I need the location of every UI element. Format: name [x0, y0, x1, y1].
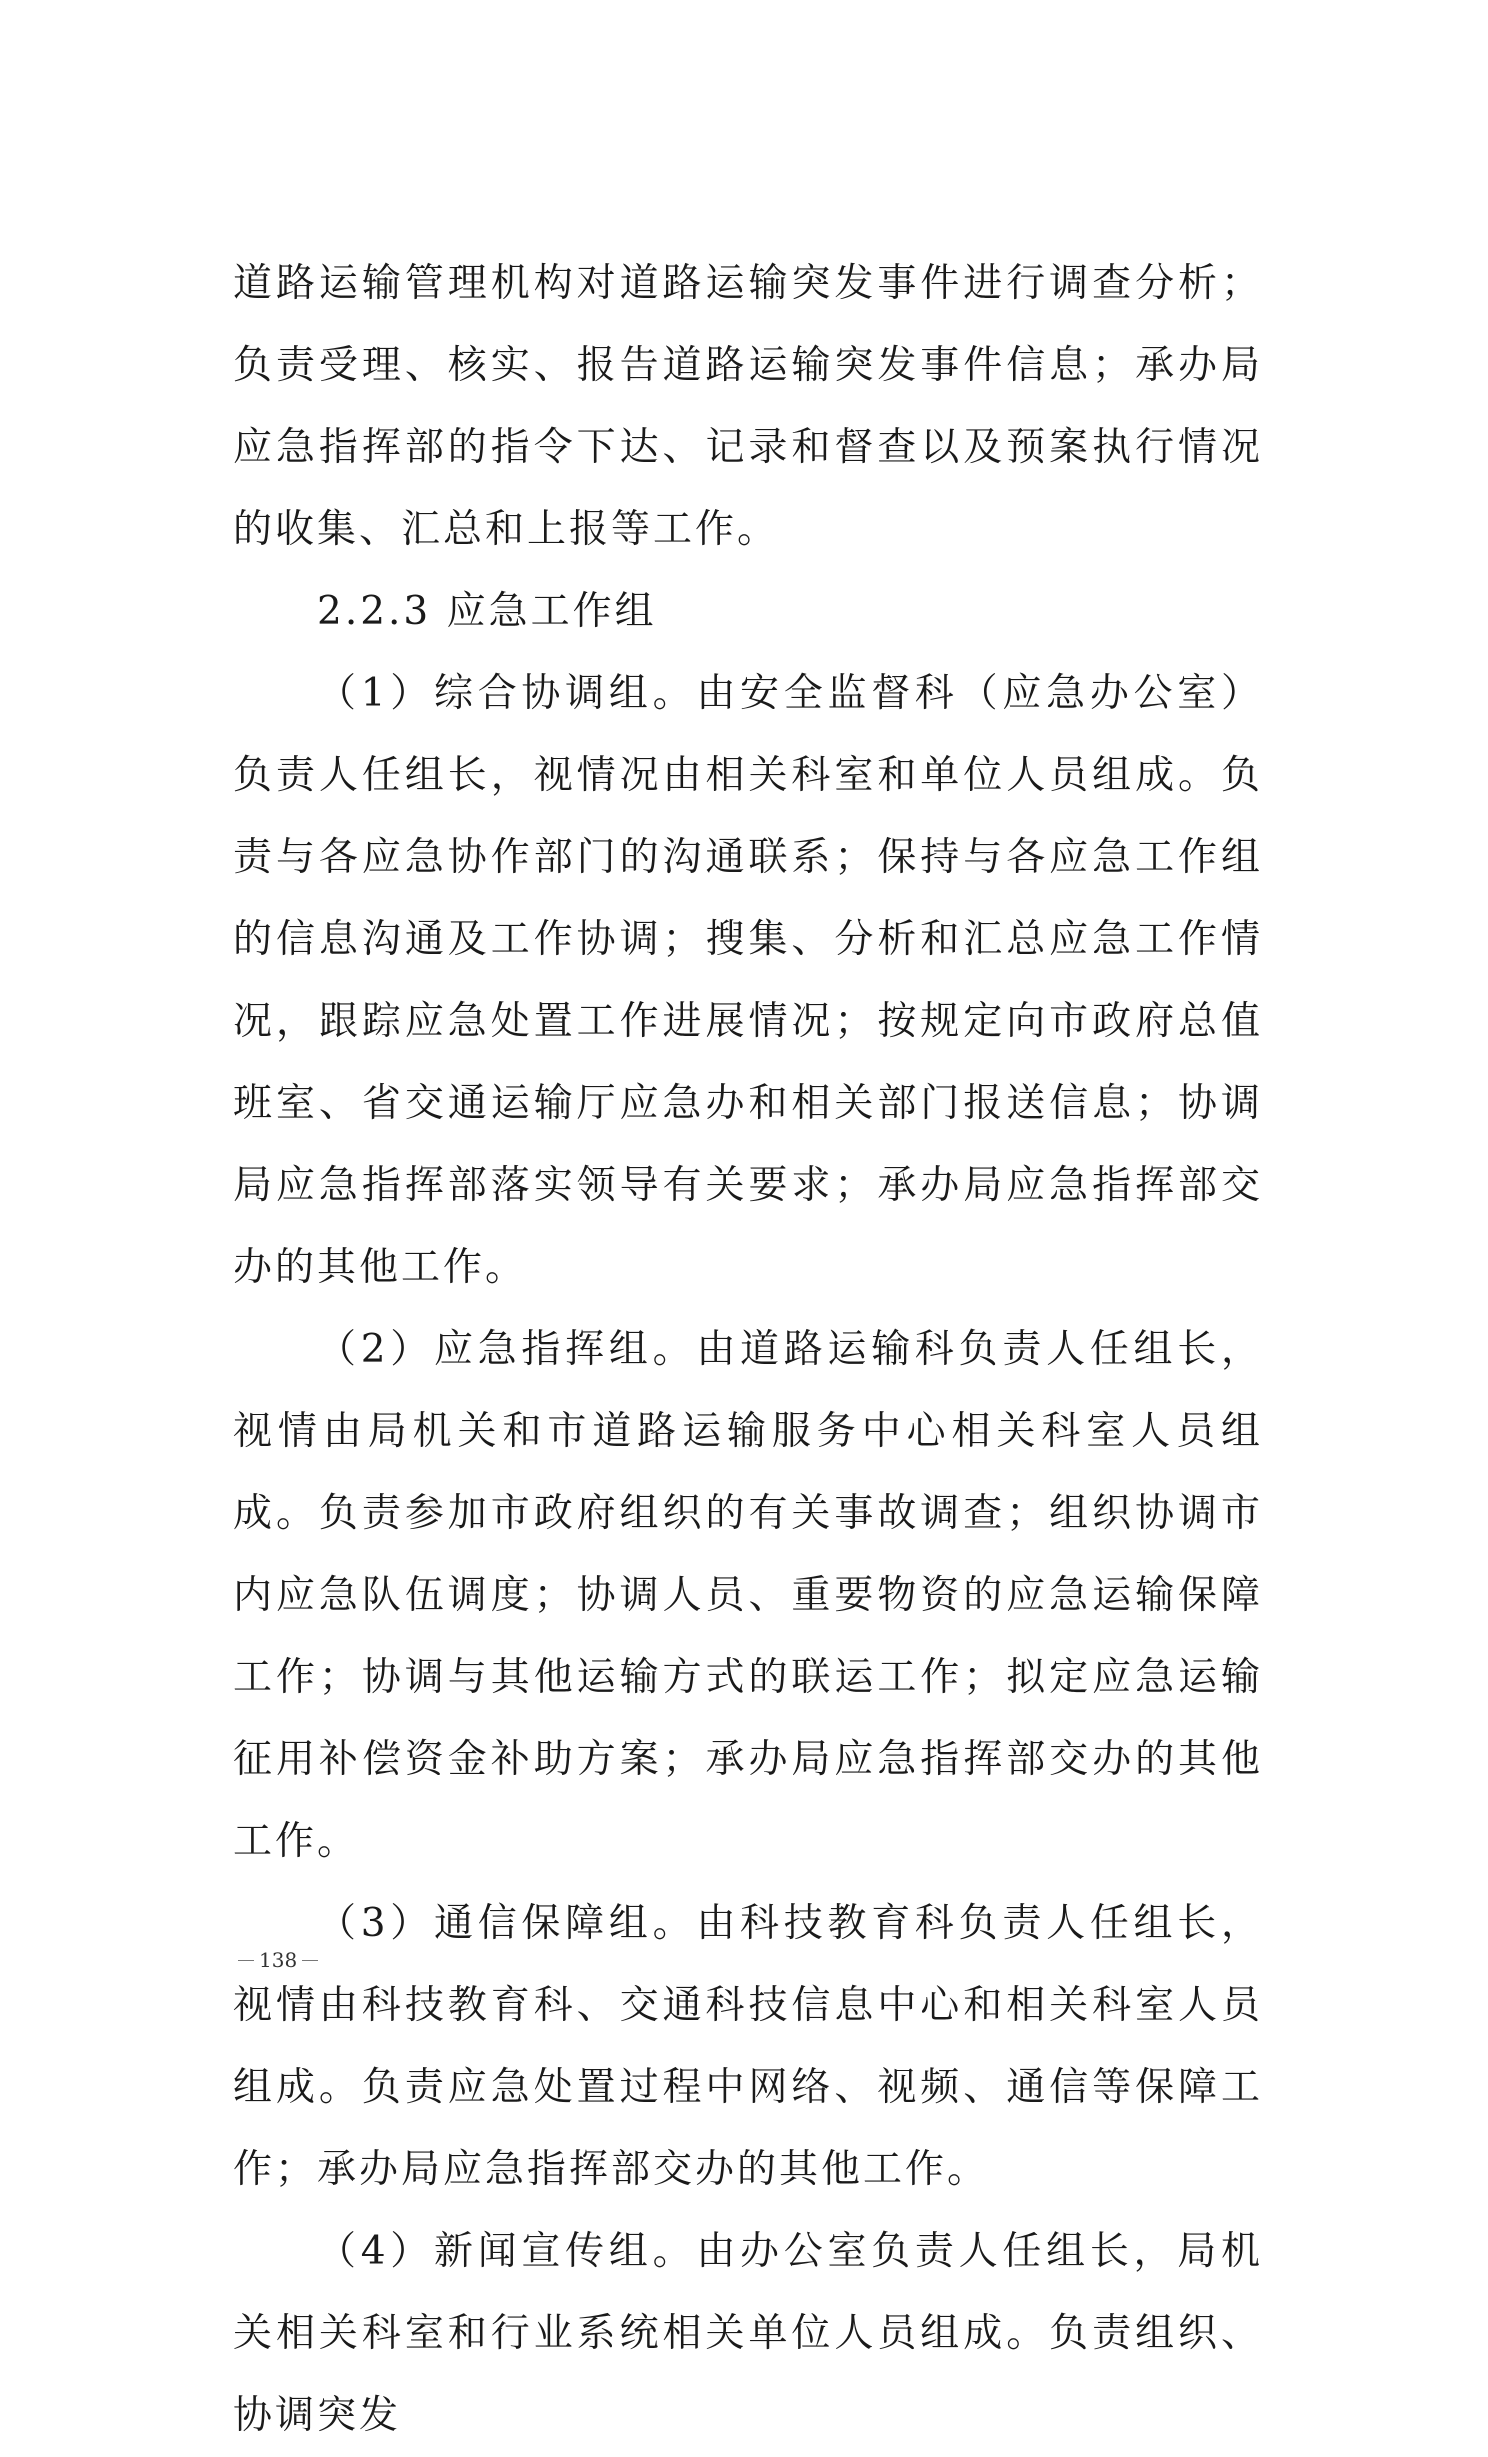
body-text	[233, 243, 1263, 2457]
page-number: 138	[259, 1948, 298, 1972]
paragraph-group-2: （2）应急指挥组。由道路运输科负责人任组长，视情由局机关和市道路运输服务中心相关科室人员组成。负责参加市政府组织的有关事故调查；组织协调市内应急队伍调度；协调人员、重要物资的应急运输保障工作；协调与其他运输方式的联运工作；拟定应急运输征用补偿资金补助方案；承办局应急指挥部交办的其他工作。	[233, 1327, 1263, 1864]
page-footer	[233, 1948, 323, 1972]
paragraph-group-4: （4）新闻宣传组。由办公室负责人任组长，局机关相关科室和行业系统相关单位人员组成。负责组织、协调突发	[233, 2229, 1263, 2438]
footer-dash-right	[302, 1960, 318, 1961]
paragraph-group-1: （1）综合协调组。由安全监督科（应急办公室）负责人任组长，视情况由相关科室和单位人员组成。负责与各应急协作部门的沟通联系；保持与各应急工作组的信息沟通及工作协调；搜集、分析和汇总应急工作情况，跟踪应急处置工作进展情况；按规定向市政府总值班室、省交通运输厅应急办和相关部门报送信息；协调局应急指挥部落实领导有关要求；承办局应急指挥部交办的其他工作。	[233, 671, 1263, 1290]
paragraph-intro-continued: 道路运输管理机构对道路运输突发事件进行调查分析；负责受理、核实、报告道路运输突发事件信息；承办局应急指挥部的指令下达、记录和督查以及预案执行情况的收集、汇总和上报等工作。	[233, 261, 1263, 552]
section-heading-2-2-3: 2.2.3 应急工作组	[317, 589, 657, 634]
paragraph-group-3: （3）通信保障组。由科技教育科负责人任组长，视情由科技教育科、交通科技信息中心和相关科室人员组成。负责应急处置过程中网络、视频、通信等保障工作；承办局应急指挥部交办的其他工作。	[233, 1901, 1263, 2192]
footer-dash-left	[238, 1960, 254, 1961]
